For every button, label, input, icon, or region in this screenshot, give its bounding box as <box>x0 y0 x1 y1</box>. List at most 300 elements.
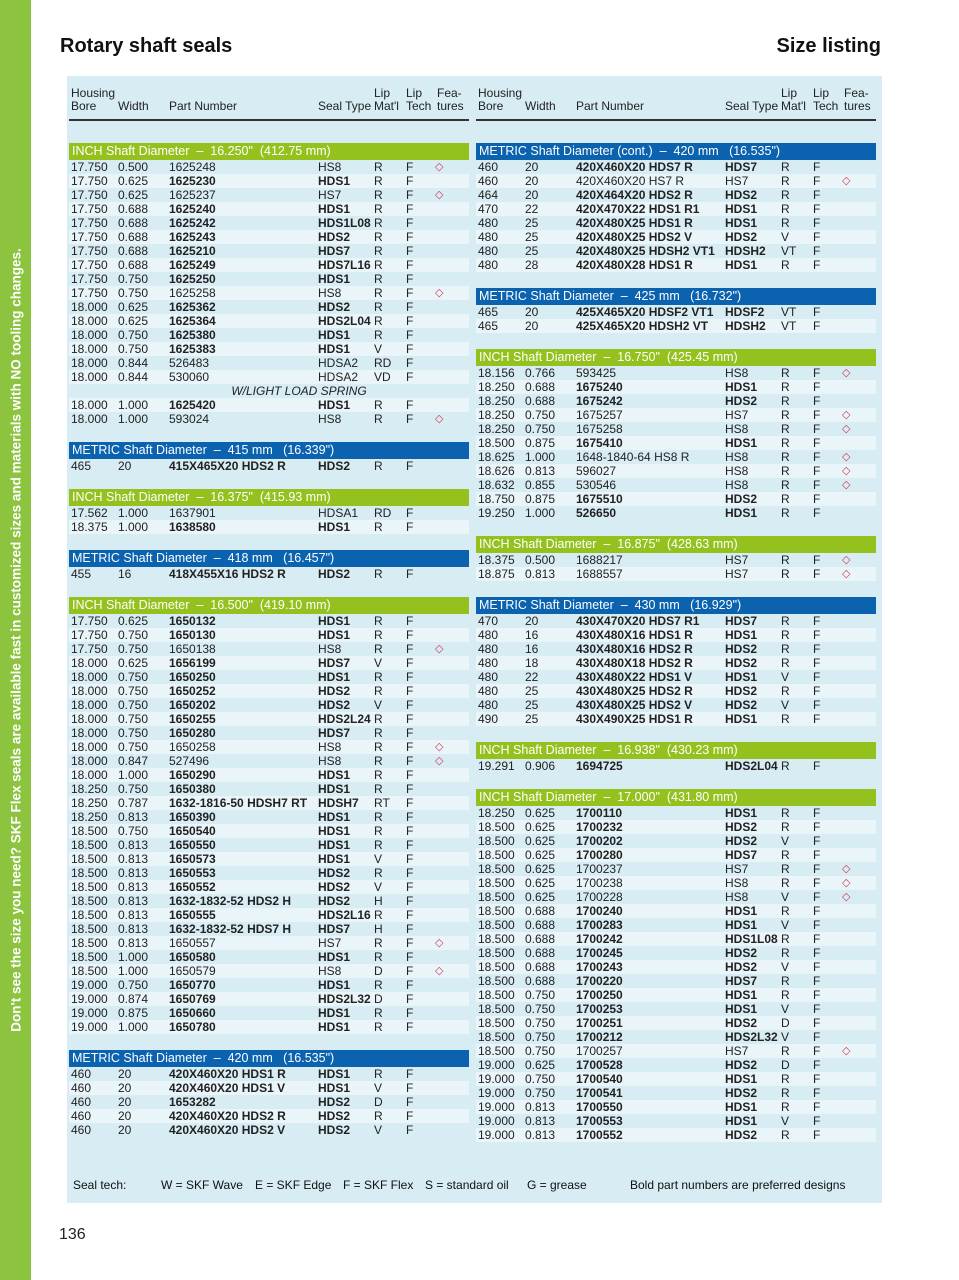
seal-type: HDS2 <box>725 188 758 202</box>
part-number: 1700528 <box>576 1058 623 1072</box>
housing-bore: 18.500 <box>71 880 108 894</box>
lip-tech: F <box>813 1128 821 1142</box>
part-number: 430X470X20 HDS7 R1 <box>576 614 700 628</box>
width: 0.688 <box>118 230 149 244</box>
housing-bore: 460 <box>478 160 499 174</box>
width: 0.750 <box>118 628 149 642</box>
part-number: 1700232 <box>576 820 623 834</box>
width: 20 <box>525 174 539 188</box>
table-row <box>69 216 469 230</box>
part-number: 1700553 <box>576 1114 623 1128</box>
table-row <box>69 768 469 782</box>
part-number: 1700212 <box>576 1030 623 1044</box>
lip-tech: F <box>813 244 821 258</box>
seal-type: HDS1 <box>318 614 351 628</box>
seal-type: HS8 <box>318 964 342 978</box>
housing-bore: 19.291 <box>478 759 515 773</box>
part-number: 1650380 <box>169 782 216 796</box>
lip-tech: F <box>406 824 414 838</box>
width: 20 <box>118 1095 132 1109</box>
header-type: Seal Type <box>318 99 372 113</box>
table-row <box>69 614 469 628</box>
housing-bore: 18.500 <box>478 876 515 890</box>
table-row <box>69 992 469 1006</box>
lip-material: V <box>781 1030 790 1044</box>
seal-type: HDS1 <box>725 1072 758 1086</box>
housing-bore: 490 <box>478 712 499 726</box>
seal-type: HDS1 <box>725 1002 758 1016</box>
part-number: 1700552 <box>576 1128 623 1142</box>
seal-type: HDS1 <box>318 342 351 356</box>
header-width: Width <box>525 99 556 113</box>
lip-tech: F <box>813 408 821 422</box>
lip-tech: F <box>813 974 821 988</box>
width: 0.688 <box>525 960 556 974</box>
table-row <box>69 656 469 670</box>
table-row <box>476 202 876 216</box>
housing-bore: 18.000 <box>71 726 108 740</box>
seal-type: HDS1 <box>725 202 758 216</box>
width: 0.625 <box>525 834 556 848</box>
housing-bore: 18.500 <box>478 834 515 848</box>
seal-type: HS8 <box>725 890 749 904</box>
width: 0.750 <box>118 286 149 300</box>
table-row <box>476 946 876 960</box>
lip-tech: F <box>813 1002 821 1016</box>
housing-bore: 18.500 <box>478 820 515 834</box>
shaft-diameter-section <box>476 143 876 272</box>
housing-bore: 465 <box>71 459 92 473</box>
seal-type: HDS2 <box>318 1123 351 1137</box>
lip-material: R <box>374 684 383 698</box>
seal-type: HS8 <box>725 464 749 478</box>
seal-type: HDS1 <box>318 328 351 342</box>
seal-type: HS8 <box>318 412 342 426</box>
lip-material: R <box>781 1100 790 1114</box>
part-number: 1700550 <box>576 1100 623 1114</box>
housing-bore: 18.500 <box>478 862 515 876</box>
lip-tech: F <box>406 978 414 992</box>
lip-material: R <box>374 782 383 796</box>
width: 22 <box>525 670 539 684</box>
lip-material: V <box>781 230 790 244</box>
table-row <box>476 258 876 272</box>
seal-type: HS7 <box>725 567 749 581</box>
lip-material: R <box>781 806 790 820</box>
seal-type: HDSH2 <box>725 244 766 258</box>
table-row <box>69 1067 469 1081</box>
lip-tech: F <box>406 670 414 684</box>
legend-g: G = grease <box>527 1178 587 1192</box>
section-header-metric: METRIC Shaft Diameter – 420 mm (16.535") <box>69 1050 469 1067</box>
seal-type: HDS1 <box>318 768 351 782</box>
housing-bore: 18.000 <box>71 314 108 328</box>
housing-bore: 18.000 <box>71 754 108 768</box>
seal-type: HS8 <box>725 422 749 436</box>
lip-tech: F <box>813 319 821 333</box>
table-row <box>69 506 469 520</box>
lip-material: R <box>374 712 383 726</box>
housing-bore: 18.500 <box>71 922 108 936</box>
lip-tech: F <box>406 174 414 188</box>
part-number: 1656199 <box>169 656 216 670</box>
housing-bore: 17.750 <box>71 188 108 202</box>
seal-type: HDS2 <box>318 230 351 244</box>
part-number: 1625249 <box>169 258 216 272</box>
lip-tech: F <box>406 712 414 726</box>
lip-tech: F <box>406 188 414 202</box>
housing-bore: 18.500 <box>71 852 108 866</box>
width: 0.813 <box>118 908 149 922</box>
table-row <box>476 160 876 174</box>
seal-type: HDS7 <box>318 726 351 740</box>
table-row <box>69 628 469 642</box>
seal-type: HS7 <box>725 553 749 567</box>
part-number: 420X460X20 HDS2 V <box>169 1123 286 1137</box>
lip-tech: F <box>406 894 414 908</box>
lip-tech: F <box>813 160 821 174</box>
column-header <box>69 84 469 121</box>
lip-tech: F <box>406 880 414 894</box>
table-row <box>476 464 876 478</box>
lip-tech: F <box>406 614 414 628</box>
table-row <box>69 188 469 202</box>
lip-material: D <box>374 1095 383 1109</box>
part-number: 430X480X16 HDS2 R <box>576 642 693 656</box>
table-row <box>476 904 876 918</box>
table-row <box>69 684 469 698</box>
table-row <box>69 160 469 174</box>
housing-bore: 19.000 <box>478 1128 515 1142</box>
seal-type: HDS1 <box>318 782 351 796</box>
section-rows <box>476 553 876 581</box>
row-note: W/LIGHT LOAD SPRING <box>231 384 367 398</box>
seal-type: HDS2 <box>725 1016 758 1030</box>
seal-type: HDS2 <box>725 1128 758 1142</box>
seal-type: HDS2 <box>725 492 758 506</box>
lip-material: R <box>374 628 383 642</box>
seal-type: HDS1 <box>725 628 758 642</box>
part-number: 1625380 <box>169 328 216 342</box>
lip-tech: F <box>406 328 414 342</box>
section-rows <box>476 759 876 773</box>
housing-bore: 18.500 <box>478 946 515 960</box>
housing-bore: 18.000 <box>71 740 108 754</box>
table-row <box>476 305 876 319</box>
lip-tech: F <box>406 1095 414 1109</box>
lip-tech: F <box>406 866 414 880</box>
section-rows <box>69 614 469 1034</box>
housing-bore: 480 <box>478 656 499 670</box>
part-number: 1675240 <box>576 380 623 394</box>
housing-bore: 480 <box>478 698 499 712</box>
section-header-metric: METRIC Shaft Diameter – 425 mm (16.732") <box>476 288 876 305</box>
table-row <box>69 272 469 286</box>
lip-tech: F <box>406 838 414 852</box>
lip-tech: F <box>406 506 414 520</box>
header-mat1: Lip <box>374 86 391 100</box>
page-subtitle: Size listing <box>776 35 881 57</box>
lip-tech: F <box>406 567 414 581</box>
seal-type: HDS1 <box>725 436 758 450</box>
shaft-diameter-section <box>476 288 876 333</box>
seal-type: HDS2 <box>725 820 758 834</box>
part-number: 1650540 <box>169 824 216 838</box>
part-number: 420X460X20 HDS7 R <box>576 160 693 174</box>
housing-bore: 17.750 <box>71 216 108 230</box>
seal-type: HS7 <box>725 174 749 188</box>
lip-material: R <box>781 946 790 960</box>
lip-material: R <box>781 1128 790 1142</box>
width: 0.787 <box>118 796 149 810</box>
seal-type: HDS1 <box>725 216 758 230</box>
table-row <box>69 1020 469 1034</box>
seal-type: HDS2 <box>318 684 351 698</box>
part-number: 1700257 <box>576 1044 623 1058</box>
lip-material: VD <box>374 370 391 384</box>
table-row <box>69 824 469 838</box>
lip-material: R <box>781 506 790 520</box>
table-row <box>69 412 469 426</box>
housing-bore: 17.750 <box>71 230 108 244</box>
part-number: 1650202 <box>169 698 216 712</box>
width: 20 <box>118 1123 132 1137</box>
section-header-inch: INCH Shaft Diameter – 16.375" (415.93 mm) <box>69 489 469 506</box>
width: 0.813 <box>118 922 149 936</box>
section-header-inch: INCH Shaft Diameter – 16.938" (430.23 mm) <box>476 742 876 759</box>
housing-bore: 18.375 <box>71 520 108 534</box>
table-row <box>476 1114 876 1128</box>
width: 16 <box>118 567 132 581</box>
seal-type: HDS7 <box>318 922 351 936</box>
part-number: 1694725 <box>576 759 623 773</box>
seal-type: HDS1 <box>725 380 758 394</box>
table-row <box>476 759 876 773</box>
sidebar-promo-text: Don't see the size you need? SKF Flex seals are available fast in customized sizes and materials with NO tooling changes. <box>8 248 24 1032</box>
lip-tech: F <box>813 258 821 272</box>
lip-material: R <box>781 553 790 567</box>
lip-material: D <box>781 1016 790 1030</box>
diamond-icon: ◇ <box>842 877 851 889</box>
lip-material: R <box>374 810 383 824</box>
lip-material: R <box>781 160 790 174</box>
lip-material: R <box>374 642 383 656</box>
lip-tech: F <box>813 216 821 230</box>
lip-tech: F <box>813 1100 821 1114</box>
lip-tech: F <box>406 1081 414 1095</box>
lip-material: R <box>374 216 383 230</box>
width: 0.625 <box>118 174 149 188</box>
width: 0.750 <box>525 1016 556 1030</box>
lip-material: R <box>374 768 383 782</box>
shaft-diameter-section <box>69 143 469 426</box>
part-number: 1700540 <box>576 1072 623 1086</box>
seal-type: HDS1 <box>318 978 351 992</box>
seal-type: HDS2L24 <box>318 712 371 726</box>
housing-bore: 17.750 <box>71 244 108 258</box>
width: 25 <box>525 230 539 244</box>
part-number: 1650550 <box>169 838 216 852</box>
seal-type: HDS1 <box>318 824 351 838</box>
housing-bore: 19.000 <box>478 1072 515 1086</box>
table-row <box>69 908 469 922</box>
lip-material: V <box>374 342 383 356</box>
table-row <box>476 366 876 380</box>
width: 1.000 <box>118 398 149 412</box>
part-number: 1650552 <box>169 880 216 894</box>
housing-bore: 18.375 <box>478 553 515 567</box>
part-number: 1653282 <box>169 1095 216 1109</box>
header-feat2: tures <box>844 99 871 113</box>
lip-material: R <box>781 1086 790 1100</box>
table-row <box>476 918 876 932</box>
lip-material: R <box>374 459 383 473</box>
lip-tech: F <box>813 904 821 918</box>
width: 16 <box>525 628 539 642</box>
header-bore2: Bore <box>478 99 504 113</box>
lip-tech: F <box>406 1109 414 1123</box>
width: 20 <box>118 1081 132 1095</box>
seal-type: HDS1 <box>318 174 351 188</box>
width: 0.750 <box>118 684 149 698</box>
part-number: 593425 <box>576 366 617 380</box>
table-row <box>476 216 876 230</box>
table-row <box>69 642 469 656</box>
width: 0.688 <box>525 974 556 988</box>
lip-tech: F <box>406 796 414 810</box>
part-number: 527496 <box>169 754 210 768</box>
width: 0.688 <box>118 258 149 272</box>
lip-tech: F <box>813 960 821 974</box>
lip-material: R <box>781 712 790 726</box>
width: 0.688 <box>118 202 149 216</box>
table-row <box>476 567 876 581</box>
lip-tech: F <box>813 628 821 642</box>
housing-bore: 18.500 <box>71 838 108 852</box>
note-row <box>69 384 469 398</box>
width: 1.000 <box>525 506 556 520</box>
header-bore1: Housing <box>71 86 116 100</box>
section-rows <box>69 160 469 426</box>
lip-material: VT <box>781 319 797 333</box>
part-number: 430X480X25 HDS2 V <box>576 698 693 712</box>
housing-bore: 18.250 <box>478 408 515 422</box>
lip-material: RD <box>374 506 392 520</box>
width: 0.874 <box>118 992 149 1006</box>
header-tech2: Tech <box>813 99 839 113</box>
table-row <box>69 796 469 810</box>
lip-material: R <box>781 567 790 581</box>
lip-tech: F <box>813 642 821 656</box>
part-number: 1650660 <box>169 1006 216 1020</box>
lip-material: R <box>374 188 383 202</box>
seal-type: HDS2L32 <box>725 1030 778 1044</box>
part-number: 1650780 <box>169 1020 216 1034</box>
width: 0.750 <box>525 1030 556 1044</box>
header-feat1: Fea- <box>844 86 869 100</box>
table-row <box>69 1109 469 1123</box>
part-number: 420X480X25 HDS1 R <box>576 216 693 230</box>
table-row <box>476 642 876 656</box>
table-row <box>476 698 876 712</box>
table-row <box>476 974 876 988</box>
width: 0.844 <box>118 356 149 370</box>
housing-bore: 18.000 <box>71 412 108 426</box>
lip-material: RT <box>374 796 390 810</box>
housing-bore: 18.500 <box>478 960 515 974</box>
part-number: 430X490X25 HDS1 R <box>576 712 693 726</box>
lip-tech: F <box>406 459 414 473</box>
part-number: 1625420 <box>169 398 216 412</box>
diamond-icon: ◇ <box>842 891 851 903</box>
lip-tech: F <box>813 394 821 408</box>
housing-bore: 18.250 <box>71 810 108 824</box>
lip-tech: F <box>406 370 414 384</box>
diamond-icon: ◇ <box>435 161 444 173</box>
width: 0.625 <box>525 876 556 890</box>
shaft-diameter-section <box>476 789 876 1142</box>
part-number: 1650557 <box>169 936 216 950</box>
seal-type: HS7 <box>318 188 342 202</box>
part-number: 425X465X20 HDSF2 VT1 <box>576 305 714 319</box>
lip-material: R <box>781 394 790 408</box>
lip-tech: F <box>813 759 821 773</box>
width: 18 <box>525 656 539 670</box>
housing-bore: 18.250 <box>71 782 108 796</box>
lip-material: R <box>781 216 790 230</box>
lip-material: R <box>781 848 790 862</box>
lip-material: R <box>374 567 383 581</box>
seal-type: HS8 <box>318 160 342 174</box>
shaft-diameter-section <box>476 742 876 773</box>
part-number: 1625230 <box>169 174 216 188</box>
lip-tech: F <box>813 932 821 946</box>
lip-material: V <box>374 852 383 866</box>
housing-bore: 17.750 <box>71 202 108 216</box>
seal-type: HDSA2 <box>318 370 359 384</box>
housing-bore: 18.500 <box>478 988 515 1002</box>
lip-tech: F <box>406 1006 414 1020</box>
lip-tech: F <box>406 1067 414 1081</box>
lip-material: R <box>374 670 383 684</box>
table-row <box>476 1016 876 1030</box>
table-row <box>476 656 876 670</box>
lip-material: V <box>374 1123 383 1137</box>
part-number: 418X455X16 HDS2 R <box>169 567 286 581</box>
table-row <box>476 1058 876 1072</box>
seal-type: HDS2L32 <box>318 992 371 1006</box>
header-part: Part Number <box>169 99 238 113</box>
seal-type: HDS2 <box>725 656 758 670</box>
table-row <box>476 1128 876 1142</box>
lip-material: R <box>374 978 383 992</box>
section-rows <box>476 614 876 726</box>
housing-bore: 465 <box>478 305 499 319</box>
table-row <box>476 684 876 698</box>
part-number: 1648-1840-64 HS8 R <box>576 450 690 464</box>
lip-material: R <box>374 202 383 216</box>
part-number: 420X460X20 HDS1 V <box>169 1081 286 1095</box>
lip-tech: F <box>406 908 414 922</box>
housing-bore: 19.000 <box>71 992 108 1006</box>
housing-bore: 18.500 <box>478 1002 515 1016</box>
lip-tech: F <box>406 342 414 356</box>
width: 0.813 <box>118 936 149 950</box>
lip-material: R <box>374 950 383 964</box>
lip-material: R <box>374 1109 383 1123</box>
table-row <box>476 553 876 567</box>
shaft-diameter-section <box>69 1050 469 1137</box>
